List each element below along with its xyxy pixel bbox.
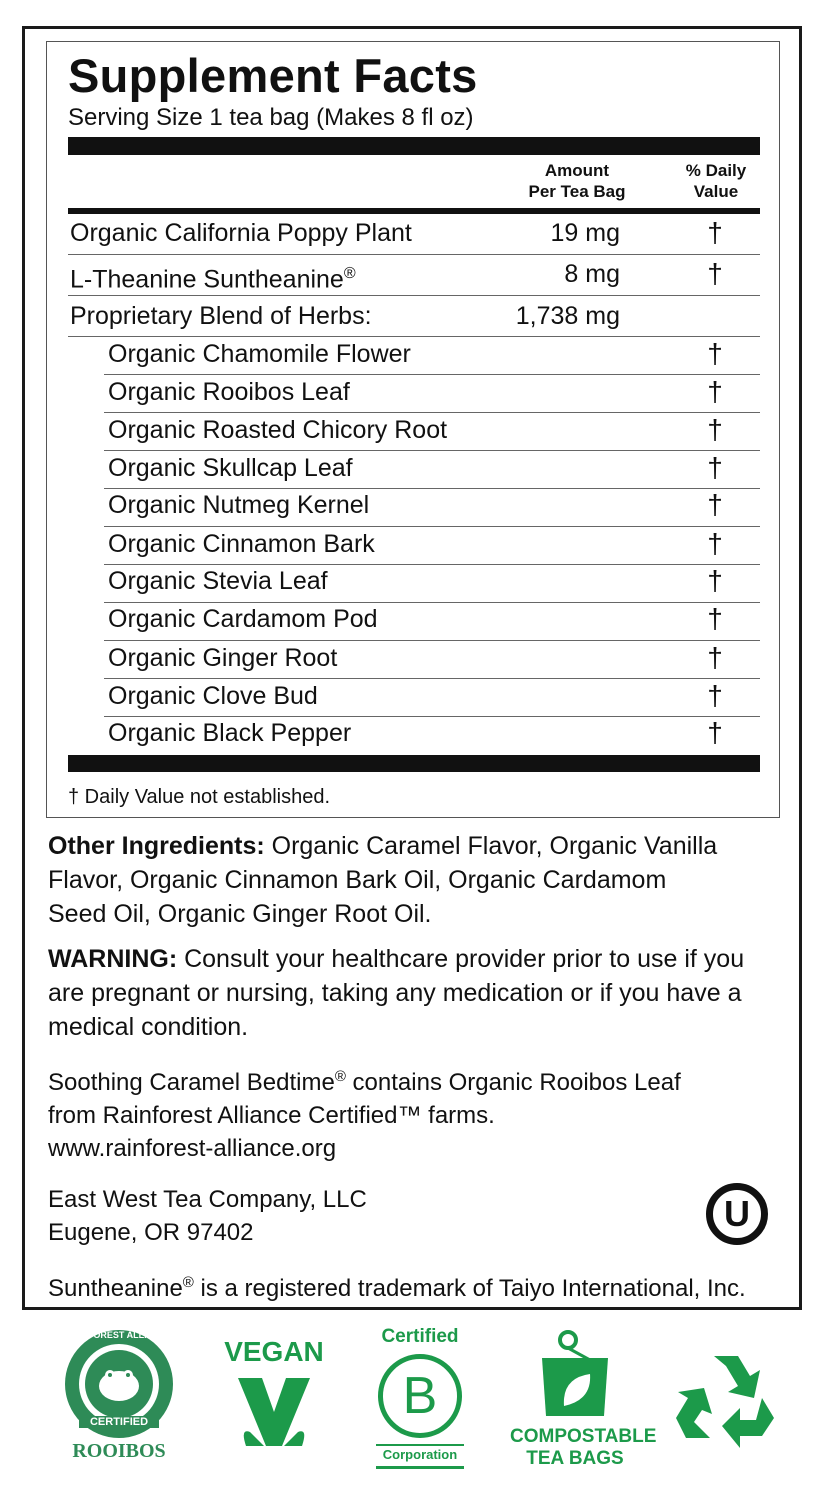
vegan-v-leaf-icon [220, 1372, 328, 1452]
row-divider [104, 640, 760, 641]
blend-ingredient: Organic Chamomile Flower [108, 340, 411, 368]
other-ingredients-label: Other Ingredients: [48, 832, 265, 860]
supplement-facts-title: Supplement Facts [68, 49, 478, 102]
warning-label: WARNING: [48, 945, 178, 973]
row-divider [68, 295, 760, 296]
company-city: Eugene, OR 97402 [48, 1219, 254, 1246]
blend-ingredient: Organic Nutmeg Kernel [108, 491, 370, 519]
blend-ingredient: Organic Ginger Root [108, 644, 338, 672]
rainforest-top-text: RAINFOREST ALLIANCE [65, 1330, 173, 1340]
daily-value-dagger: † [707, 603, 723, 634]
bcorp-letter: B [402, 1367, 438, 1425]
b-corp-logo [372, 1326, 468, 1470]
daily-value-dagger: † [707, 717, 723, 748]
vegan-text: VEGAN [224, 1336, 324, 1367]
rainforest-rooibos-text: ROOIBOS [72, 1440, 166, 1462]
row-divider [104, 678, 760, 679]
vegan-logo [220, 1336, 328, 1452]
bcorp-rule [376, 1466, 464, 1469]
blend-ingredient: Organic Skullcap Leaf [108, 454, 353, 482]
rainforest-url: www.rainforest-alliance.org [48, 1135, 337, 1162]
column-header-daily-value: % Daily Value [685, 161, 747, 201]
ingredient-amount: 8 mg [564, 260, 620, 288]
ingredient-amount: 19 mg [550, 219, 620, 247]
tea-bag-leaf-icon [510, 1328, 640, 1420]
thick-rule-bottom [68, 755, 760, 772]
daily-value-dagger: † [707, 338, 723, 369]
serving-size: Serving Size 1 tea bag (Makes 8 fl oz) [68, 104, 474, 131]
column-header-amount: Amount Per Tea Bag [528, 161, 626, 201]
row-divider [104, 374, 760, 375]
thick-rule-header [68, 208, 760, 214]
daily-value-dagger: † [707, 565, 723, 596]
rainforest-statement: Soothing Caramel Bedtime® contains Organic Rooibos Leaf from Rainforest Alliance Certified™ farms. www.rainforest-alliance.org [48, 1060, 788, 1165]
row-divider [104, 526, 760, 527]
row-divider [68, 254, 760, 255]
ingredient-name: Organic California Poppy Plant [70, 219, 412, 247]
row-divider [104, 564, 760, 565]
blend-ingredient: Organic Clove Bud [108, 682, 318, 710]
company-address [48, 1183, 788, 1249]
blend-ingredient: Organic Cardamom Pod [108, 605, 378, 633]
rainforest-certified-text: CERTIFIED [79, 1416, 159, 1428]
row-divider [68, 336, 760, 337]
trademark-notice: Suntheanine® is a registered trademark of Taiyo International, Inc. [48, 1274, 746, 1302]
compostable-text: COMPOSTABLE [510, 1426, 657, 1447]
daily-value-dagger: † [707, 376, 723, 407]
daily-value-dagger: † [707, 680, 723, 711]
blend-ingredient: Organic Rooibos Leaf [108, 378, 350, 406]
blend-ingredient: Organic Roasted Chicory Root [108, 416, 448, 444]
kosher-ou-icon: U [706, 1183, 768, 1245]
other-ingredients: Other Ingredients: Organic Caramel Flavor, Organic Vanilla Flavor, Organic Cinnamon Bark Oil, Organic Cardamom Seed Oil, Organic Ginger Root Oil. [48, 832, 718, 928]
row-divider [104, 488, 760, 489]
company-name: East West Tea Company, LLC [48, 1186, 367, 1213]
blend-ingredient: Organic Stevia Leaf [108, 567, 328, 595]
daily-value-dagger: † [707, 414, 723, 445]
compostable-tea-bags-logo [510, 1328, 657, 1474]
row-divider [104, 450, 760, 451]
row-divider [104, 412, 760, 413]
warning-text: WARNING: Consult your healthcare provider prior to use if you are pregnant or nursing, taking any medication or if you have a medical condition. [48, 945, 745, 1041]
daily-value-dagger: † [707, 217, 723, 248]
thick-rule-top [68, 137, 760, 155]
daily-value-dagger: † [707, 258, 723, 289]
blend-ingredient: Organic Black Pepper [108, 719, 352, 747]
tea-bags-text: TEA BAGS [526, 1448, 624, 1469]
ingredient-name: Proprietary Blend of Herbs: [70, 302, 372, 330]
recycle-icon [674, 1346, 778, 1450]
bcorp-rule [376, 1444, 464, 1446]
ingredient-amount: 1,738 mg [515, 302, 620, 330]
bcorp-corporation-text: Corporation [382, 1447, 458, 1462]
rainforest-alliance-logo [58, 1328, 180, 1478]
daily-value-footnote: † Daily Value not established. [68, 786, 331, 808]
daily-value-dagger: † [707, 642, 723, 673]
daily-value-dagger: † [707, 528, 723, 559]
row-divider [104, 602, 760, 603]
ingredient-name: L-Theanine Suntheanine® [70, 265, 356, 294]
bcorp-certified-text: Certified [381, 1326, 459, 1347]
daily-value-dagger: † [707, 489, 723, 520]
row-divider [104, 716, 760, 717]
daily-value-dagger: † [707, 452, 723, 483]
recycle-logo [674, 1346, 778, 1450]
blend-ingredient: Organic Cinnamon Bark [108, 530, 375, 558]
